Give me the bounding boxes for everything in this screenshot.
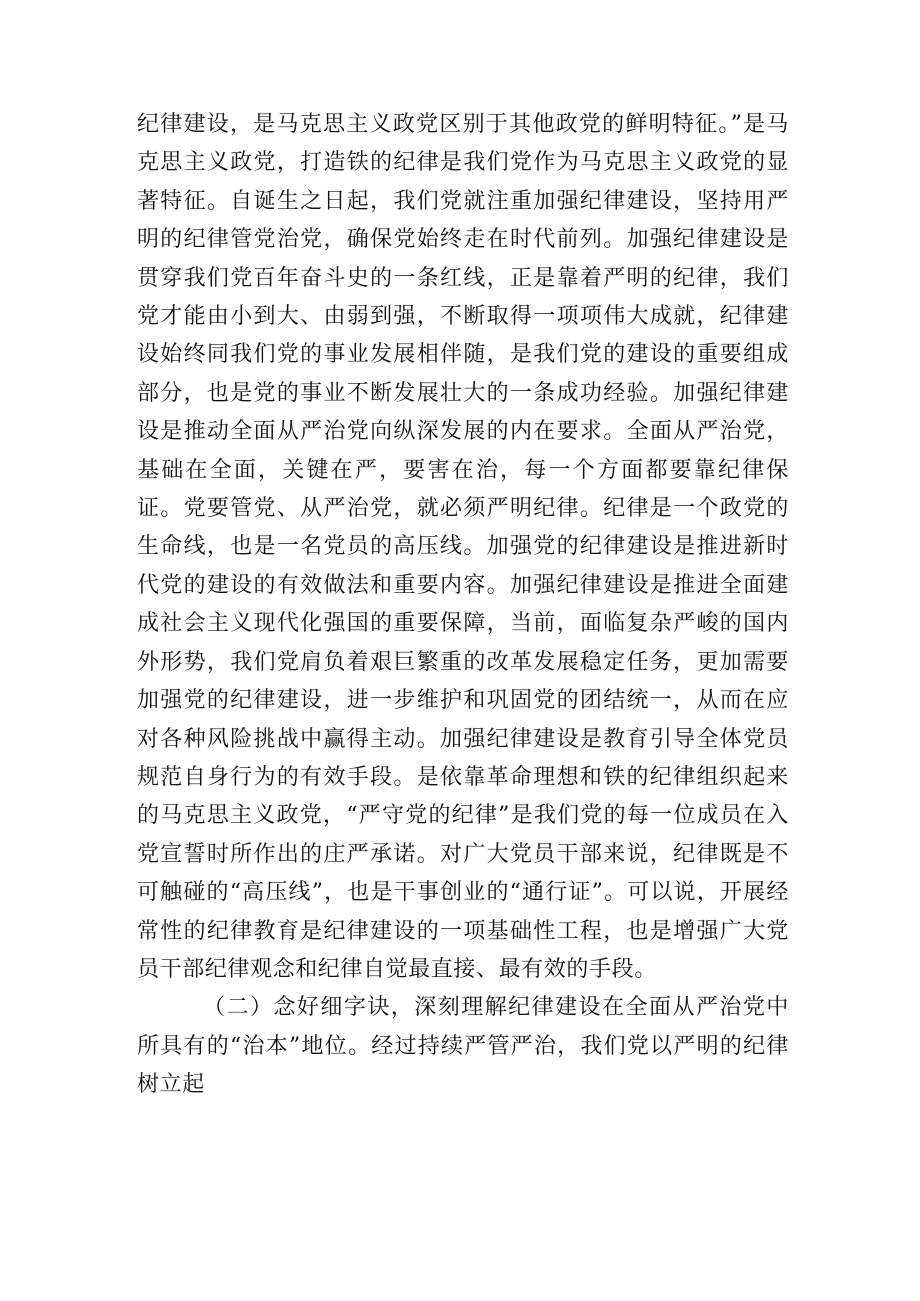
paragraph-section-two: （二）念好细字诀，深刻理解纪律建设在全面从严治党中所具有的“治本”地位。经过持续严管严治，我们党以严明的纪律树立起 (137, 995, 789, 1098)
paragraph-discipline-importance: 纪律建设，是马克思主义政党区别于其他政党的鲜明特征。”是马克思主义政党，打造铁的纪律是我们党作为马克思主义政党的显著特征。自诞生之日起，我们党就注重加强纪律建设，坚持用严明的纪律管党治党，确保党始终走在时代前列。加强纪律建设是贯穿我们党百年奋斗史的一条红线，正是靠着严明的纪律，我们党才能由小到大、由弱到强，不断取得一项项伟大成就，纪律建设始终同我们党的事业发展相伴随，是我们党的建设的重要组成部分，也是党的事业不断发展壮大的一条成功经验。加强纪律建设是推动全面从严治党向纵深发展的内在要求。全面从严治党，基础在全面，关键在严，要害在治，每一个方面都要靠纪律保证。党要管党、从严治党，就必须严明纪律。纪律是一个政党的生命线，也是一名党员的高压线。加强党的纪律建设是推进新时代党的建设的有效做法和重要内容。加强纪律建设是推进全面建成社会主义现代化强国的重要保障，当前，面临复杂严峻的国内外形势，我们党肩负着艰巨繁重的改革发展稳定任务，更加需要加强党的纪律建设，进一步维护和巩固党的团结统一，从而在应对各种风险挑战中赢得主动。加强纪律建设是教育引导全体党员规范自身行为的有效手段。是依靠革命理想和铁的纪律组织起来的马克思主义政党，“严守党的纪律”是我们党的每一位成员在入党宣誓时所作出的庄严承诺。对广大党员干部来说，纪律既是不可触碰的“高压线”，也是干事创业的“通行证”。可以说，开展经常性的纪律教育是纪律建设的一项基础性工程，也是增强广大党员干部纪律观念和纪律自觉最直接、最有效的手段。 (137, 112, 789, 982)
document-body (137, 106, 789, 1105)
